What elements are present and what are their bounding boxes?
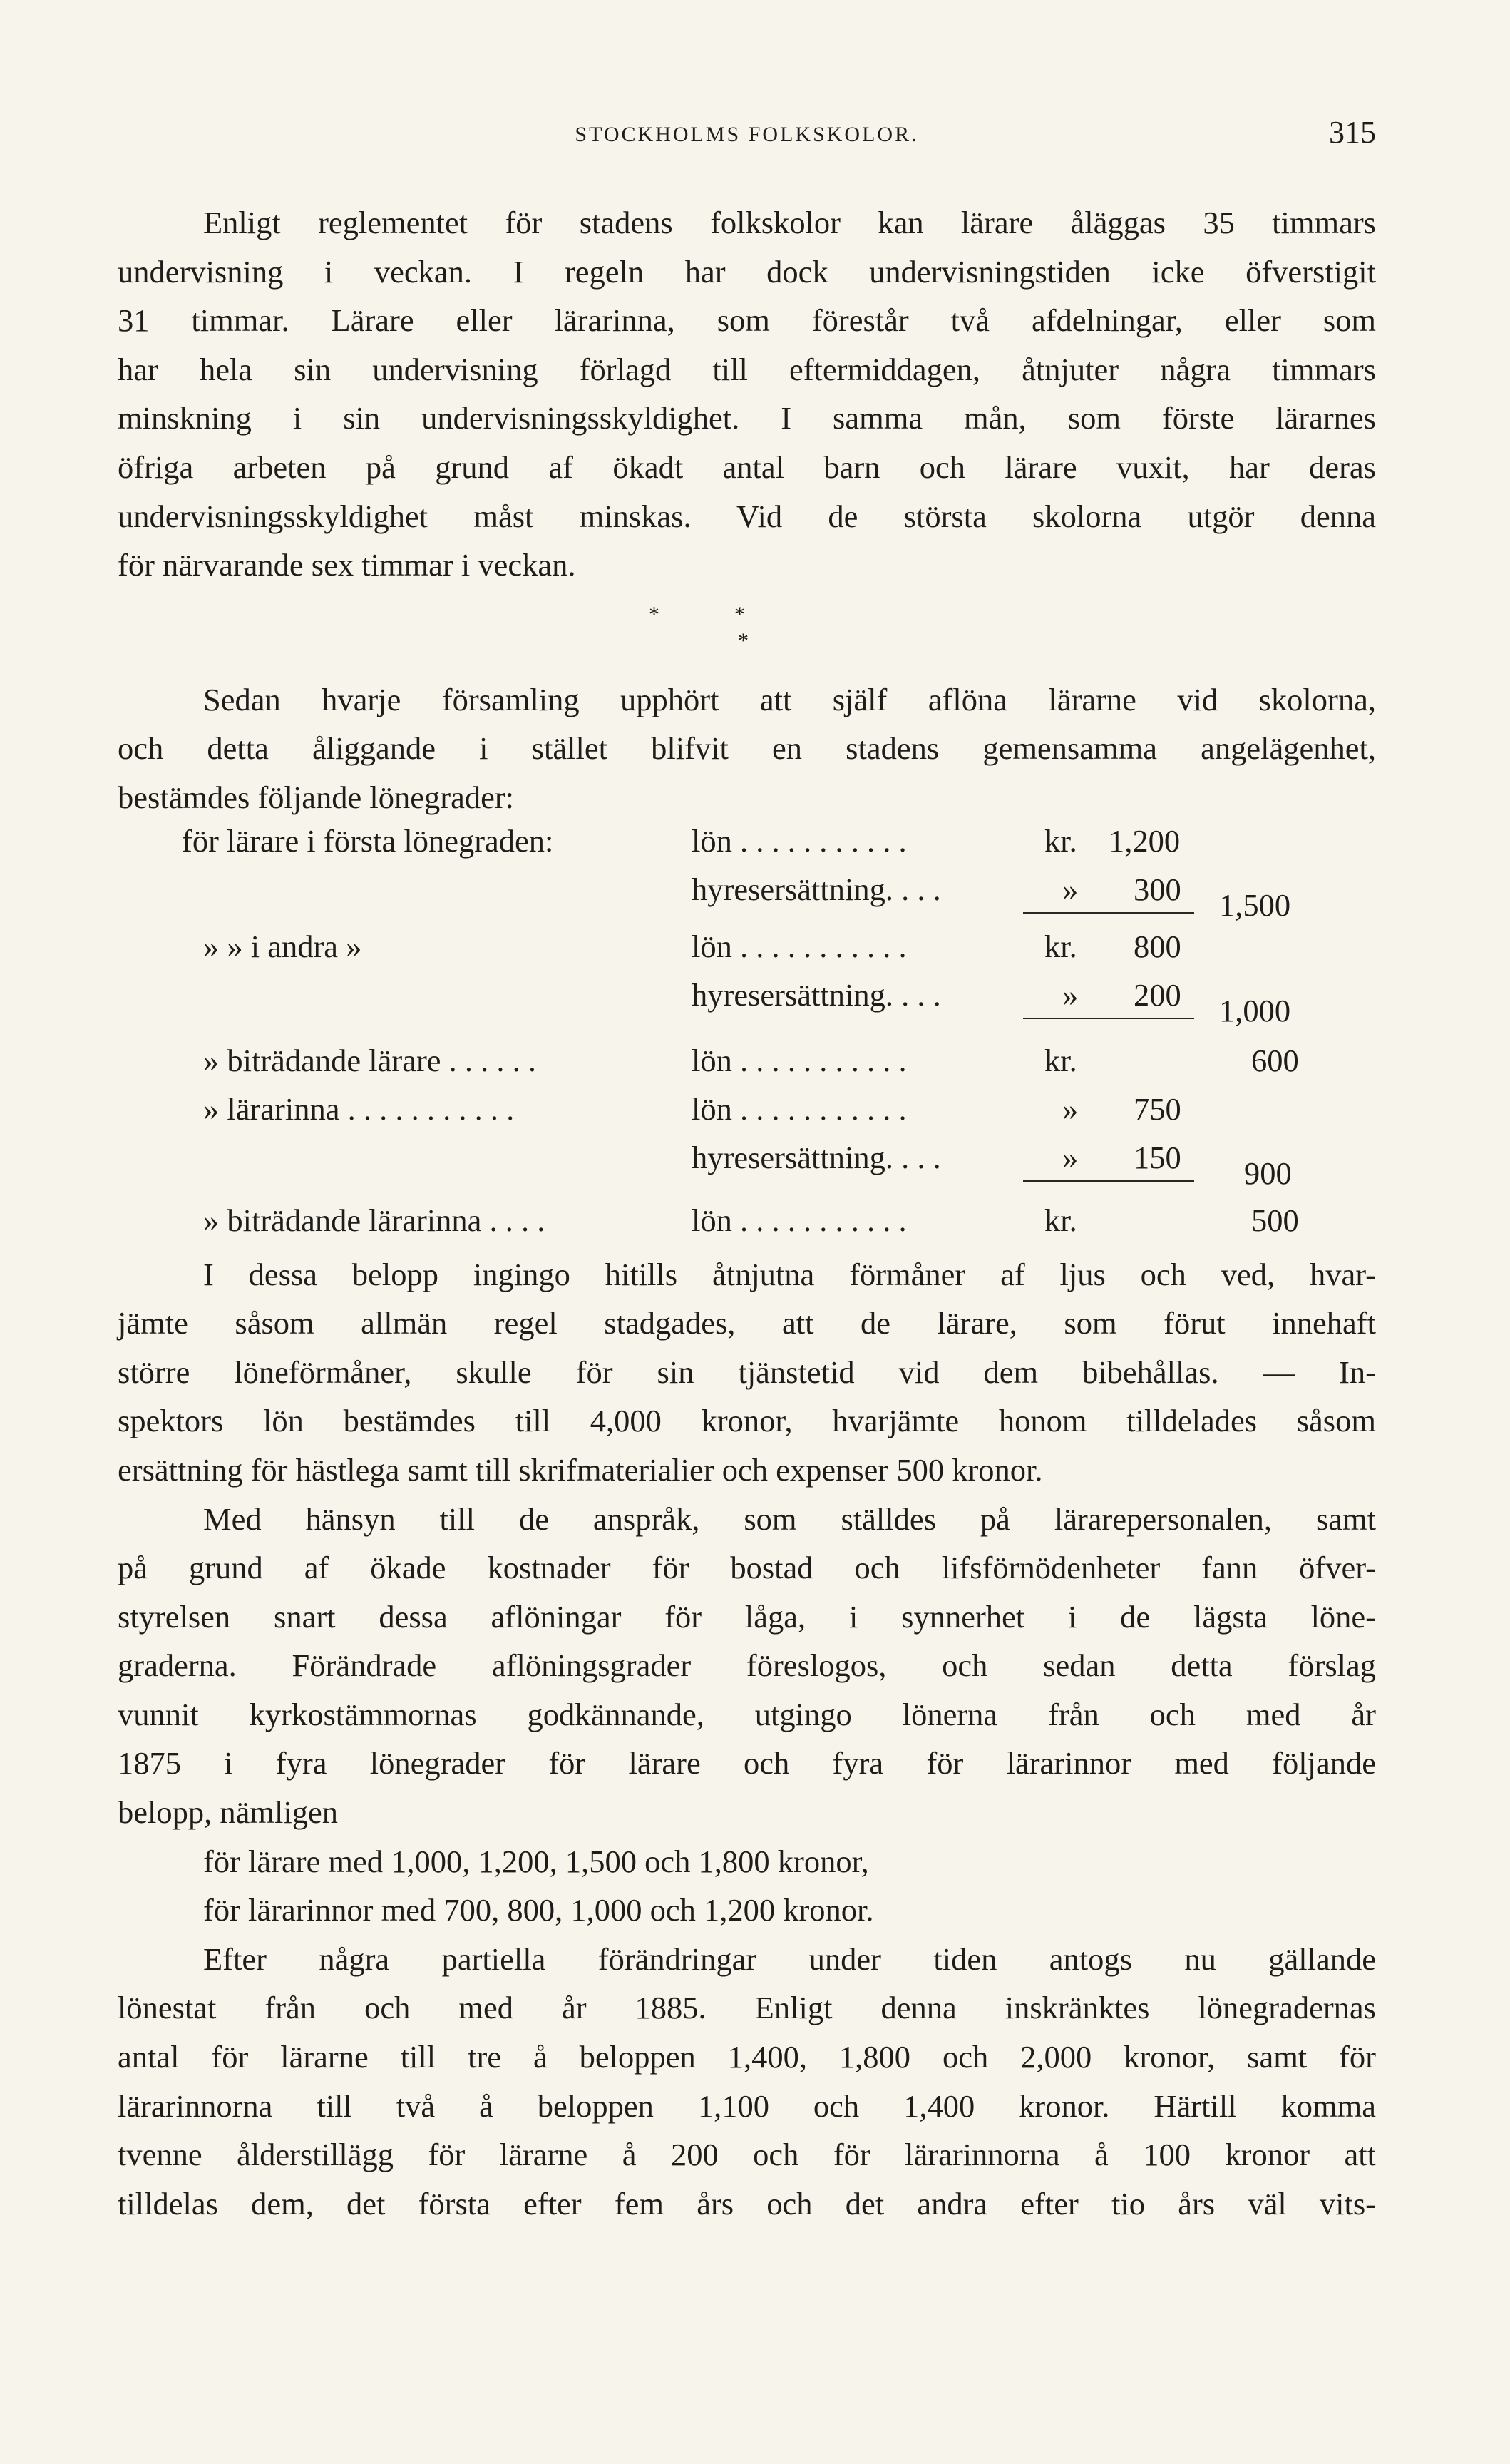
salary-table xyxy=(118,822,1376,1238)
text-line: lärarinnorna till två å beloppen 1,100 och 1,400 kronor. Härtill komma xyxy=(118,2087,1376,2124)
row-item: lön . . . . . . . . . . . xyxy=(692,822,907,859)
text-line: graderna. Förändrade aflöningsgrader föreslogos, och sedan detta förslag xyxy=(118,1647,1376,1684)
row-item: hyresersättning. . . . xyxy=(692,976,941,1013)
row-category: » lärarinna . . . . . . . . . . . xyxy=(203,1090,515,1127)
row-unit: kr. xyxy=(1044,928,1077,964)
text-line: och detta åliggande i stället blifvit en stadens gemensamma angelägenhet, xyxy=(118,730,1376,767)
row-total: 500 xyxy=(1251,1202,1299,1238)
row-unit: kr. xyxy=(1044,822,1077,859)
row-unit: » xyxy=(1062,1139,1079,1175)
asterisk: * xyxy=(649,602,659,626)
list-item: för lärare med 1,000, 1,200, 1,500 och 1,800 kronor, xyxy=(203,1843,869,1879)
row-item: lön . . . . . . . . . . . xyxy=(692,928,907,964)
text-line: har hela sin undervisning förlagd till eftermiddagen, åtnjuter några timmars xyxy=(118,351,1376,387)
row-total: 1,000 xyxy=(1219,992,1291,1028)
text-line: lönestat från och med år 1885. Enligt denna inskränktes lönegradernas xyxy=(118,1990,1376,2026)
row-unit: kr. xyxy=(1044,1042,1077,1078)
paragraph-1 xyxy=(118,198,1376,590)
row-amount: 150 xyxy=(1134,1139,1181,1175)
row-amount: 200 xyxy=(1134,976,1181,1013)
salary-list xyxy=(118,1837,1376,1935)
text-line: större löneförmåner, skulle för sin tjänstetid vid dem bibehållas. — In- xyxy=(118,1354,1376,1390)
row-item: lön . . . . . . . . . . . xyxy=(692,1042,907,1078)
text-line: jämte såsom allmän regel stadgades, att de lärare, som förut innehaft xyxy=(118,1305,1376,1341)
text-line: 1875 i fyra lönegrader för lärare och fyra för lärarinnor med följande xyxy=(118,1745,1376,1781)
sum-rule xyxy=(1023,1180,1194,1182)
row-amount: 1,200 xyxy=(1109,822,1181,859)
text-line: Sedan hvarje församling upphört att själf aflöna lärarne vid skolorna, xyxy=(203,681,1376,717)
text-line: på grund af ökade kostnader för bostad och lifsförnödenheter fann öfver- xyxy=(118,1550,1376,1586)
asterisk: * xyxy=(738,628,749,653)
text-line: vunnit kyrkostämmornas godkännande, utgingo lönerna från och med år xyxy=(118,1696,1376,1732)
paragraph-3 xyxy=(118,1250,1376,1495)
page-header xyxy=(118,114,1376,157)
row-unit: » xyxy=(1062,1090,1079,1127)
row-category: » biträdande lärare . . . . . . xyxy=(203,1042,537,1078)
text-line: minskning i sin undervisningsskyldighet. I samma mån, som förste lärarnes xyxy=(118,400,1376,436)
running-head: STOCKHOLMS FOLKSKOLOR. xyxy=(575,123,919,146)
sum-rule xyxy=(1023,1018,1194,1019)
text-line: undervisningsskyldighet måst minskas. Vid de största skolorna utgör denna xyxy=(118,498,1376,534)
asterism xyxy=(118,590,1376,675)
paragraph-4 xyxy=(118,1495,1376,1837)
row-unit: » xyxy=(1062,871,1079,907)
row-category: » biträdande lärarinna . . . . xyxy=(203,1202,545,1238)
paragraph-2 xyxy=(118,675,1376,822)
row-total: 1,500 xyxy=(1219,886,1291,923)
text-line: bestämdes följande lönegrader: xyxy=(118,779,515,815)
row-item: hyresersättning. . . . xyxy=(692,871,941,907)
row-amount: 800 xyxy=(1134,928,1181,964)
row-amount: 300 xyxy=(1134,871,1181,907)
text-line: tvenne ålderstillägg för lärarne å 200 och för lärarinnorna å 100 kronor att xyxy=(118,2137,1376,2173)
text-line: antal för lärarne till tre å beloppen 1,400, 1,800 och 2,000 kronor, samt för xyxy=(118,2039,1376,2075)
list-item: för lärarinnor med 700, 800, 1,000 och 1,200 kronor. xyxy=(203,1892,874,1928)
page xyxy=(118,114,1376,2228)
text-line: Efter några partiella förändringar under tiden antogs nu gällande xyxy=(203,1941,1376,1977)
row-category: för lärare i första lönegraden: xyxy=(182,822,554,859)
text-line: 31 timmar. Lärare eller lärarinna, som förestår två afdelningar, eller som xyxy=(118,302,1376,339)
page-number: 315 xyxy=(1329,115,1376,150)
row-unit: » xyxy=(1062,976,1079,1013)
text-line: belopp, nämligen xyxy=(118,1794,338,1831)
text-line: öfriga arbeten på grund af ökadt antal barn och lärare vuxit, har deras xyxy=(118,449,1376,485)
sum-rule xyxy=(1023,912,1194,914)
text-line: Enligt reglementet för stadens folkskolor kan lärare åläggas 35 timmars xyxy=(203,205,1376,240)
row-amount: 750 xyxy=(1134,1090,1181,1127)
text-line: tilldelas dem, det första efter fem års och det andra efter tio års väl vits- xyxy=(118,2185,1376,2222)
row-category: » » i andra » xyxy=(203,928,362,964)
asterisk: * xyxy=(734,602,745,626)
text-line: ersättning för hästlega samt till skrifmaterialier och expenser 500 kronor. xyxy=(118,1451,1043,1488)
text-line: I dessa belopp ingingo hitills åtnjutna förmåner af ljus och ved, hvar- xyxy=(203,1256,1376,1292)
text-line: undervisning i veckan. I regeln har dock undervisningstiden icke öfverstigit xyxy=(118,253,1376,290)
row-item: lön . . . . . . . . . . . xyxy=(692,1202,907,1238)
row-unit: kr. xyxy=(1044,1202,1077,1238)
row-item: lön . . . . . . . . . . . xyxy=(692,1090,907,1127)
text-line: Med hänsyn till de anspråk, som ställdes på lärarepersonalen, samt xyxy=(203,1501,1376,1537)
text-line: spektors lön bestämdes till 4,000 kronor, hvarjämte honom tilldelades såsom xyxy=(118,1403,1376,1439)
row-total: 600 xyxy=(1251,1042,1299,1078)
row-item: hyresersättning. . . . xyxy=(692,1139,941,1175)
text-line: styrelsen snart dessa aflöningar för låga, i synnerhet i de lägsta löne- xyxy=(118,1598,1376,1635)
text-line: för närvarande sex timmar i veckan. xyxy=(118,547,576,583)
paragraph-5 xyxy=(118,1935,1376,2229)
row-total: 900 xyxy=(1244,1155,1292,1191)
